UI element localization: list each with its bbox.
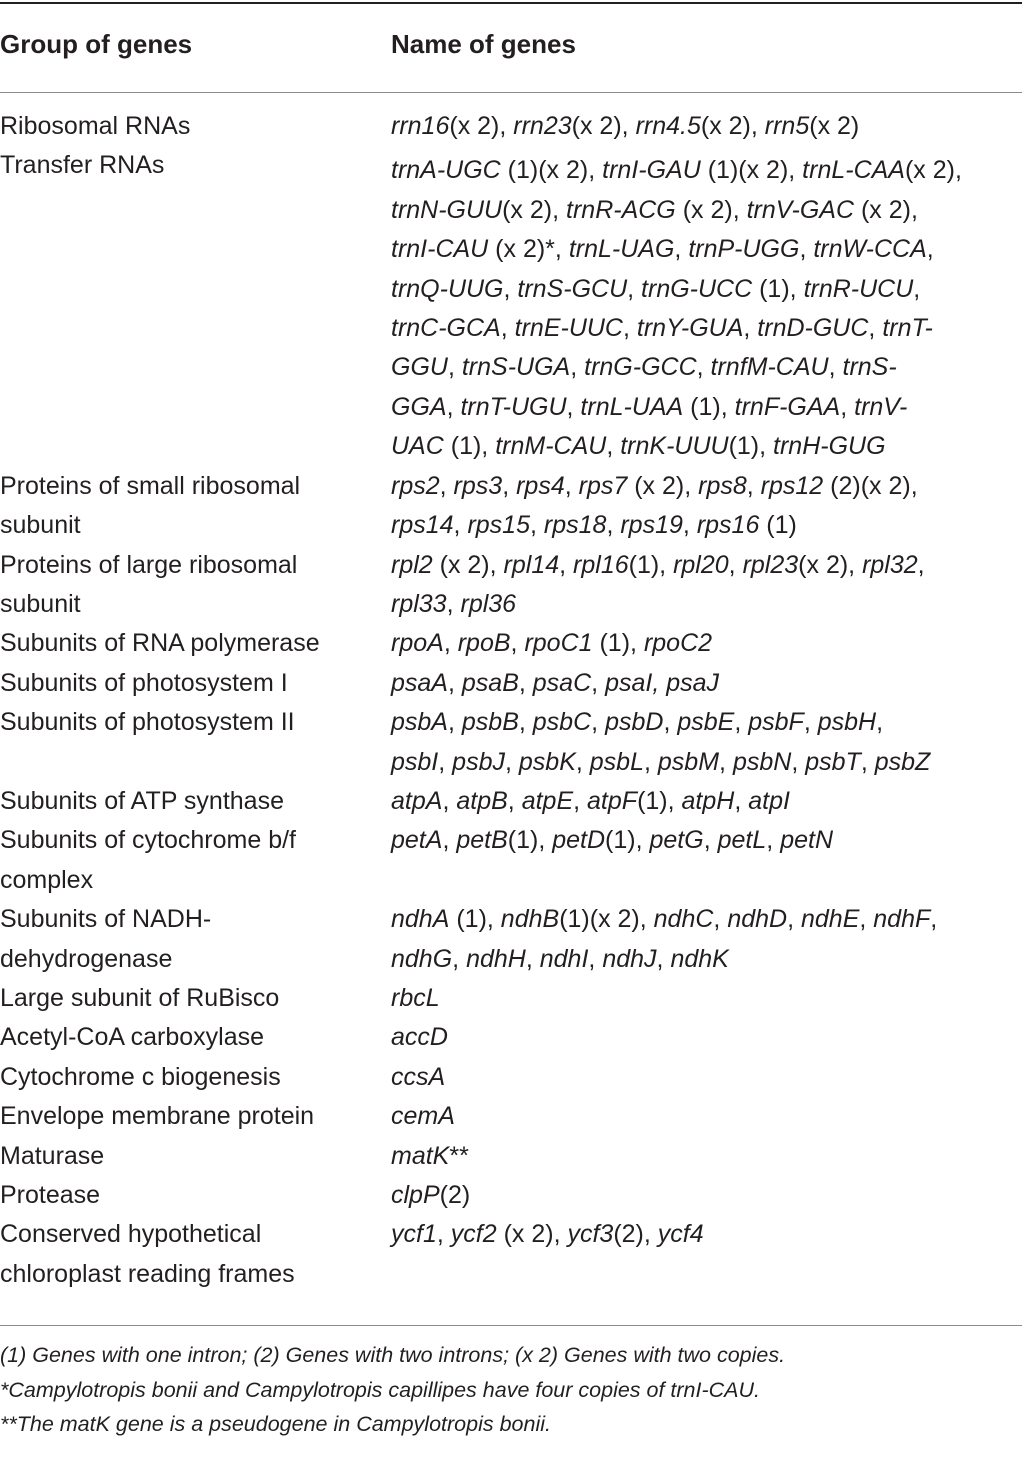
gene-annotation: , <box>743 313 758 342</box>
gene-names-line <box>391 1137 1022 1176</box>
gene-annotation: , <box>606 511 621 540</box>
gene-annotation: , <box>507 786 522 815</box>
gene-names-line <box>391 230 1022 269</box>
gene-annotation: (1)(x 2), <box>559 905 654 934</box>
gene-names-line <box>391 467 1022 506</box>
gene-annotation: , <box>728 550 743 579</box>
gene-group-label: Envelope membrane protein <box>0 1102 315 1131</box>
gene-annotation: , <box>734 708 749 737</box>
gene-name: trnE-UUC <box>514 313 623 342</box>
gene-annotation: , <box>439 471 454 500</box>
gene-annotation: , <box>442 786 457 815</box>
gene-name: trnT-UGU <box>460 392 567 421</box>
gene-name: trnI-GAU <box>602 156 701 185</box>
gene-names-line <box>391 348 1022 387</box>
gene-group-label: Ribosomal RNAs <box>0 112 191 140</box>
gene-name: rps15 <box>467 511 530 540</box>
gene-names-cell <box>391 1215 1022 1254</box>
gene-annotation: (1), <box>592 629 644 658</box>
gene-annotation: , <box>860 747 875 776</box>
gene-name: rps18 <box>543 511 607 540</box>
gene-name: matK <box>391 1141 450 1170</box>
gene-name: atpA <box>391 786 443 815</box>
gene-annotation: , <box>926 235 934 264</box>
gene-name: rrn23 <box>513 112 572 140</box>
gene-names-line <box>391 743 1022 782</box>
gene-name: trnG-UCC <box>641 274 753 303</box>
gene-group-label: Proteins of small ribosomal subunit <box>0 471 301 540</box>
gene-annotation: (1), <box>443 432 496 461</box>
gene-annotation: , <box>663 708 678 737</box>
gene-names-line <box>391 151 1022 190</box>
gene-annotation: (1), <box>605 826 650 855</box>
gene-annotation: , <box>447 668 462 697</box>
gene-name: psbD <box>605 708 664 737</box>
gene-annotation: (x 2), <box>571 112 636 140</box>
gene-names-line <box>391 1097 1022 1136</box>
gene-annotation: , <box>828 353 843 382</box>
header-divider-rule <box>0 92 1022 93</box>
gene-name: UAC <box>391 432 444 461</box>
footnote-trnI-copies: *Campylotropis bonii and Campylotropis capillipes have four copies of trnI-CAU. <box>0 1377 761 1402</box>
gene-names-cell <box>391 546 1022 625</box>
gene-names-line <box>391 940 1022 979</box>
gene-annotation: (1), <box>628 550 674 579</box>
gene-name: ndhG <box>391 944 453 973</box>
gene-annotation: , <box>500 313 515 342</box>
footnote-intron-legend: (1) Genes with one intron; (2) Genes with two introns; (x 2) Genes with two copies. <box>0 1343 786 1367</box>
gene-names-line <box>391 427 1022 466</box>
gene-annotation: (1), <box>728 432 774 461</box>
gene-group-label: Maturase <box>0 1141 105 1170</box>
gene-name: atpE <box>521 786 574 815</box>
gene-name: rpl20 <box>673 550 729 579</box>
gene-name: rps14 <box>391 511 454 540</box>
gene-name: trnL-CAA <box>802 156 905 185</box>
gene-name: rbcL <box>391 983 440 1012</box>
gene-annotation: (1), <box>752 274 804 303</box>
gene-names-line <box>391 309 1022 348</box>
gene-name: ndhF <box>873 905 931 934</box>
gene-name: ndhE <box>800 905 860 934</box>
gene-group-label: Subunits of cytochrome b/f complex <box>0 826 296 894</box>
gene-annotation: (1), <box>507 826 553 855</box>
gene-group-label: Proteins of large ribosomal subunit <box>0 550 298 618</box>
gene-name: trnM-CAU <box>495 432 607 461</box>
gene-annotation: , <box>453 511 468 540</box>
gene-name: GGU <box>391 353 448 382</box>
gene-annotation: , <box>696 353 711 382</box>
gene-annotation: , <box>564 471 579 500</box>
gene-name: atpH <box>681 786 735 815</box>
gene-group-label: Subunits of RNA polymerase <box>0 629 320 658</box>
gene-name: trnR-ACG <box>566 195 676 224</box>
gene-names-line <box>391 1176 1022 1215</box>
gene-name: rps7 <box>578 471 628 500</box>
gene-name: ndhA <box>391 905 450 934</box>
gene-name: rpl2 <box>391 550 433 579</box>
footnotes <box>0 1338 1022 1442</box>
gene-annotation: (2), <box>613 1220 658 1249</box>
gene-name: rpl36 <box>460 589 517 618</box>
gene-name: trnQ-UUG <box>391 274 504 303</box>
gene-name: rpl16 <box>573 550 629 579</box>
gene-name: trnI-CAU <box>391 235 489 264</box>
gene-annotation: , <box>525 944 540 973</box>
gene-name: trnG-GCC <box>584 353 697 382</box>
gene-name: atpF <box>587 786 638 815</box>
gene-annotation: , <box>913 274 921 303</box>
gene-name: trnD-GUC <box>757 313 869 342</box>
gene-annotation: (1)(x 2), <box>500 156 603 185</box>
gene-name: psbJ <box>452 747 505 776</box>
gene-name: atpB <box>456 786 508 815</box>
gene-name: psbB <box>461 708 519 737</box>
gene-names-cell <box>391 1058 1022 1097</box>
gene-annotation: (2) <box>439 1180 471 1209</box>
gene-names-line <box>391 1018 1022 1057</box>
gene-name: rpl33 <box>391 589 447 618</box>
gene-name: trnS- <box>842 353 897 382</box>
gene-names-cell <box>391 979 1022 1018</box>
gene-name: petB <box>456 826 508 855</box>
gene-name: trnP-UGG <box>688 235 800 264</box>
gene-annotation: , <box>859 905 874 934</box>
gene-annotation: , <box>674 235 689 264</box>
gene-name: petN <box>780 826 833 855</box>
gene-name: accD <box>391 1023 448 1052</box>
gene-names-line <box>391 1058 1022 1097</box>
gene-name: trnV- <box>854 392 908 421</box>
gene-name: trnY-GUA <box>636 313 744 342</box>
gene-names-line <box>391 979 1022 1018</box>
gene-name: rpoA <box>391 629 444 658</box>
gene-annotation: , <box>438 747 453 776</box>
gene-names-line <box>391 703 1022 742</box>
gene-name: atpI <box>748 786 790 815</box>
gene-name: ndhH <box>466 944 526 973</box>
gene-names-cell <box>391 821 1022 860</box>
gene-name: trnV-GAC <box>746 195 855 224</box>
gene-name: ndhD <box>727 905 788 934</box>
gene-annotation: (2)(x 2), <box>823 471 918 500</box>
gene-annotation: (x 2), <box>798 550 863 579</box>
gene-name: trnC-GCA <box>391 313 501 342</box>
gene-group-label: Conserved hypothetical chloroplast reading frames <box>0 1220 295 1288</box>
gene-annotation: , <box>518 708 533 737</box>
gene-name: rps16 <box>696 511 760 540</box>
gene-annotation: , <box>766 826 781 855</box>
gene-annotation: , <box>446 589 461 618</box>
gene-name: ndhJ <box>602 944 657 973</box>
gene-name: petG <box>649 826 704 855</box>
gene-annotation: (1), <box>637 786 682 815</box>
gene-name: ndhC <box>653 905 714 934</box>
gene-annotation: (x 2), <box>627 471 699 500</box>
gene-name: rpoC2 <box>643 629 713 658</box>
gene-annotation: , <box>656 944 671 973</box>
gene-name: psbF <box>748 708 804 737</box>
gene-name: ndhK <box>670 944 729 973</box>
gene-names-line <box>391 388 1022 427</box>
gene-name: ycf3 <box>567 1220 614 1249</box>
gene-annotation: (1), <box>449 905 501 934</box>
gene-name: psbI <box>391 747 439 776</box>
gene-annotation: , <box>436 1220 451 1249</box>
gene-annotation: , <box>591 668 606 697</box>
gene-annotation: (x 2), <box>904 156 962 185</box>
gene-annotation: (x 2), <box>854 195 918 224</box>
gene-name: ccsA <box>391 1062 446 1091</box>
gene-name: trnL-UAG <box>568 235 675 264</box>
gene-names-cell <box>391 1176 1022 1215</box>
gene-annotation: , <box>622 313 637 342</box>
gene-name: psbZ <box>874 747 931 776</box>
gene-annotation: , <box>791 747 806 776</box>
gene-annotation: (x 2), <box>700 112 765 140</box>
gene-name: psbA <box>391 708 448 737</box>
gene-name: rps2 <box>391 471 440 500</box>
gene-annotation: (1) <box>759 511 797 540</box>
gene-name: rps4 <box>516 471 565 500</box>
header-name-of-genes: Name of genes <box>391 29 576 59</box>
gene-name: ycf4 <box>657 1220 704 1249</box>
gene-annotation: (x 2) <box>809 112 860 140</box>
gene-name: trnN-GUU <box>391 195 503 224</box>
gene-annotation: (1)(x 2), <box>700 156 803 185</box>
gene-name: trnH-GUG <box>773 432 886 461</box>
gene-name: trnK-UUU <box>620 432 729 461</box>
gene-name: petA <box>391 826 443 855</box>
gene-names-line <box>391 664 1022 703</box>
gene-names-line <box>391 821 1022 860</box>
gene-group-label: Cytochrome c biogenesis <box>0 1062 281 1091</box>
gene-names-cell <box>391 1018 1022 1057</box>
gene-group-label: Subunits of ATP synthase <box>0 786 284 815</box>
gene-names-cell <box>391 664 1022 703</box>
gene-annotation: , <box>803 708 818 737</box>
gene-names-line <box>391 107 1022 146</box>
gene-annotation: , <box>518 668 533 697</box>
gene-name: rpoB <box>457 629 511 658</box>
gene-name: trnfM-CAU <box>710 353 829 382</box>
gene-name: trnL-UAA <box>580 392 684 421</box>
gene-annotation: (x 2)*, <box>488 235 569 264</box>
gene-group-label: Subunits of NADH- dehydrogenase <box>0 905 212 973</box>
gene-annotation: , <box>746 471 761 500</box>
gene-name: trnT- <box>882 313 933 342</box>
gene-names-line <box>391 585 1022 624</box>
gene-annotation: , <box>530 511 544 540</box>
gene-name: petD <box>552 826 606 855</box>
gene-name: trnS-GCU <box>517 274 628 303</box>
gene-name: psbC <box>532 708 592 737</box>
gene-annotation: , <box>719 747 733 776</box>
gene-annotation: , <box>503 274 518 303</box>
gene-name: ycf2 <box>450 1220 497 1249</box>
gene-name: rps3 <box>453 471 503 500</box>
gene-annotation: , <box>644 747 658 776</box>
gene-names-cell <box>391 900 1022 979</box>
gene-names-cell <box>391 151 1022 466</box>
table-bottom-rule <box>0 1325 1022 1326</box>
gene-name: psbN <box>732 747 792 776</box>
gene-name: rpl32 <box>862 550 918 579</box>
gene-annotation: , <box>591 708 606 737</box>
gene-annotation: , <box>682 511 697 540</box>
gene-name: trnF-GAA <box>734 392 841 421</box>
gene-name: clpP <box>391 1180 440 1209</box>
gene-annotation: , <box>606 432 621 461</box>
gene-annotation: , <box>452 944 467 973</box>
gene-name: psaC <box>532 668 592 697</box>
gene-annotation: (x 2), <box>496 1220 568 1249</box>
gene-names-cell <box>391 467 1022 546</box>
gene-annotation: , <box>868 313 883 342</box>
gene-name: rrn16 <box>391 112 450 140</box>
gene-name: psbK <box>518 747 576 776</box>
gene-annotation: , <box>447 708 462 737</box>
gene-name: rps19 <box>620 511 683 540</box>
gene-names-cell <box>391 624 1022 663</box>
gene-name: psaI, psaJ <box>605 668 720 697</box>
gene-annotation: , <box>510 629 525 658</box>
gene-annotation: (x 2), <box>502 195 567 224</box>
gene-group-label: Acetyl-CoA carboxylase <box>0 1023 265 1052</box>
gene-name: trnW-CCA <box>813 235 927 264</box>
gene-name: rps12 <box>760 471 824 500</box>
gene-names-cell <box>391 703 1022 782</box>
gene-name: psaB <box>461 668 519 697</box>
gene-group-label: Subunits of photosystem I <box>0 668 288 697</box>
gene-annotation: , <box>443 629 458 658</box>
gene-group-label: Subunits of photosystem II <box>0 708 295 737</box>
gene-annotation: , <box>559 550 574 579</box>
gene-name: psbH <box>817 708 877 737</box>
gene-name: petL <box>717 826 767 855</box>
gene-names-cell <box>391 1097 1022 1136</box>
gene-name: trnS-UGA <box>461 353 571 382</box>
gene-names-line <box>391 546 1022 585</box>
gene-annotation: (1), <box>683 392 735 421</box>
gene-annotation: , <box>575 747 590 776</box>
gene-name: cemA <box>391 1102 455 1131</box>
gene-names-line <box>391 1215 1022 1254</box>
gene-name: psbT <box>805 747 861 776</box>
gene-name: psbE <box>677 708 735 737</box>
gene-annotation: , <box>627 274 642 303</box>
gene-names-line <box>391 782 1022 821</box>
gene-annotation: , <box>734 786 749 815</box>
gene-names-cell <box>391 107 1022 146</box>
gene-name: rps8 <box>698 471 747 500</box>
gene-annotation: , <box>876 708 884 737</box>
gene-names-cell <box>391 1137 1022 1176</box>
gene-name: rpoC1 <box>524 629 593 658</box>
gene-name: trnR-UCU <box>803 274 914 303</box>
gene-names-line <box>391 270 1022 309</box>
gene-annotation: , <box>570 353 585 382</box>
gene-names-line <box>391 191 1022 230</box>
gene-name: ndhB <box>500 905 560 934</box>
gene-annotation: , <box>573 786 588 815</box>
gene-names-line <box>391 900 1022 939</box>
gene-annotation: , <box>566 392 581 421</box>
gene-group-label: Transfer RNAs <box>0 151 165 180</box>
gene-annotation: , <box>588 944 603 973</box>
gene-annotation: , <box>713 905 728 934</box>
gene-annotation: , <box>787 905 801 934</box>
gene-annotation: , <box>930 905 938 934</box>
gene-name: rpl14 <box>503 550 560 579</box>
gene-name: psaA <box>391 668 448 697</box>
gene-name: GGA <box>391 392 447 421</box>
gene-name: rrn4.5 <box>635 112 701 140</box>
table-top-rule <box>0 2 1022 4</box>
gene-name: ycf1 <box>391 1220 437 1249</box>
gene-annotation: , <box>502 471 517 500</box>
footnote-matK-pseudogene: **The matK gene is a pseudogene in Campylotropis bonii. <box>0 1412 551 1436</box>
gene-names-line <box>391 624 1022 663</box>
gene-annotation: , <box>446 392 461 421</box>
gene-name: psbM <box>657 747 720 776</box>
gene-name: trnA-UGC <box>391 156 501 185</box>
gene-annotation: (x 2), <box>432 550 504 579</box>
gene-annotation: , <box>447 353 462 382</box>
gene-annotation: , <box>799 235 814 264</box>
gene-name: rpl23 <box>742 550 799 579</box>
gene-annotation: (x 2), <box>675 195 747 224</box>
gene-names-line <box>391 506 1022 545</box>
gene-annotation: , <box>840 392 855 421</box>
gene-annotation: , <box>703 826 718 855</box>
gene-annotation: ** <box>449 1141 469 1170</box>
gene-name: psbL <box>589 747 644 776</box>
gene-group-label: Large subunit of RuBisco <box>0 983 280 1012</box>
header-group-of-genes: Group of genes <box>0 29 193 59</box>
gene-annotation: , <box>442 826 457 855</box>
gene-annotation: (x 2), <box>449 112 514 140</box>
gene-name: rrn5 <box>764 112 810 140</box>
gene-annotation: , <box>917 550 925 579</box>
gene-group-label: Protease <box>0 1180 101 1209</box>
gene-names-cell <box>391 782 1022 821</box>
gene-annotation: , <box>504 747 519 776</box>
gene-name: ndhI <box>539 944 589 973</box>
